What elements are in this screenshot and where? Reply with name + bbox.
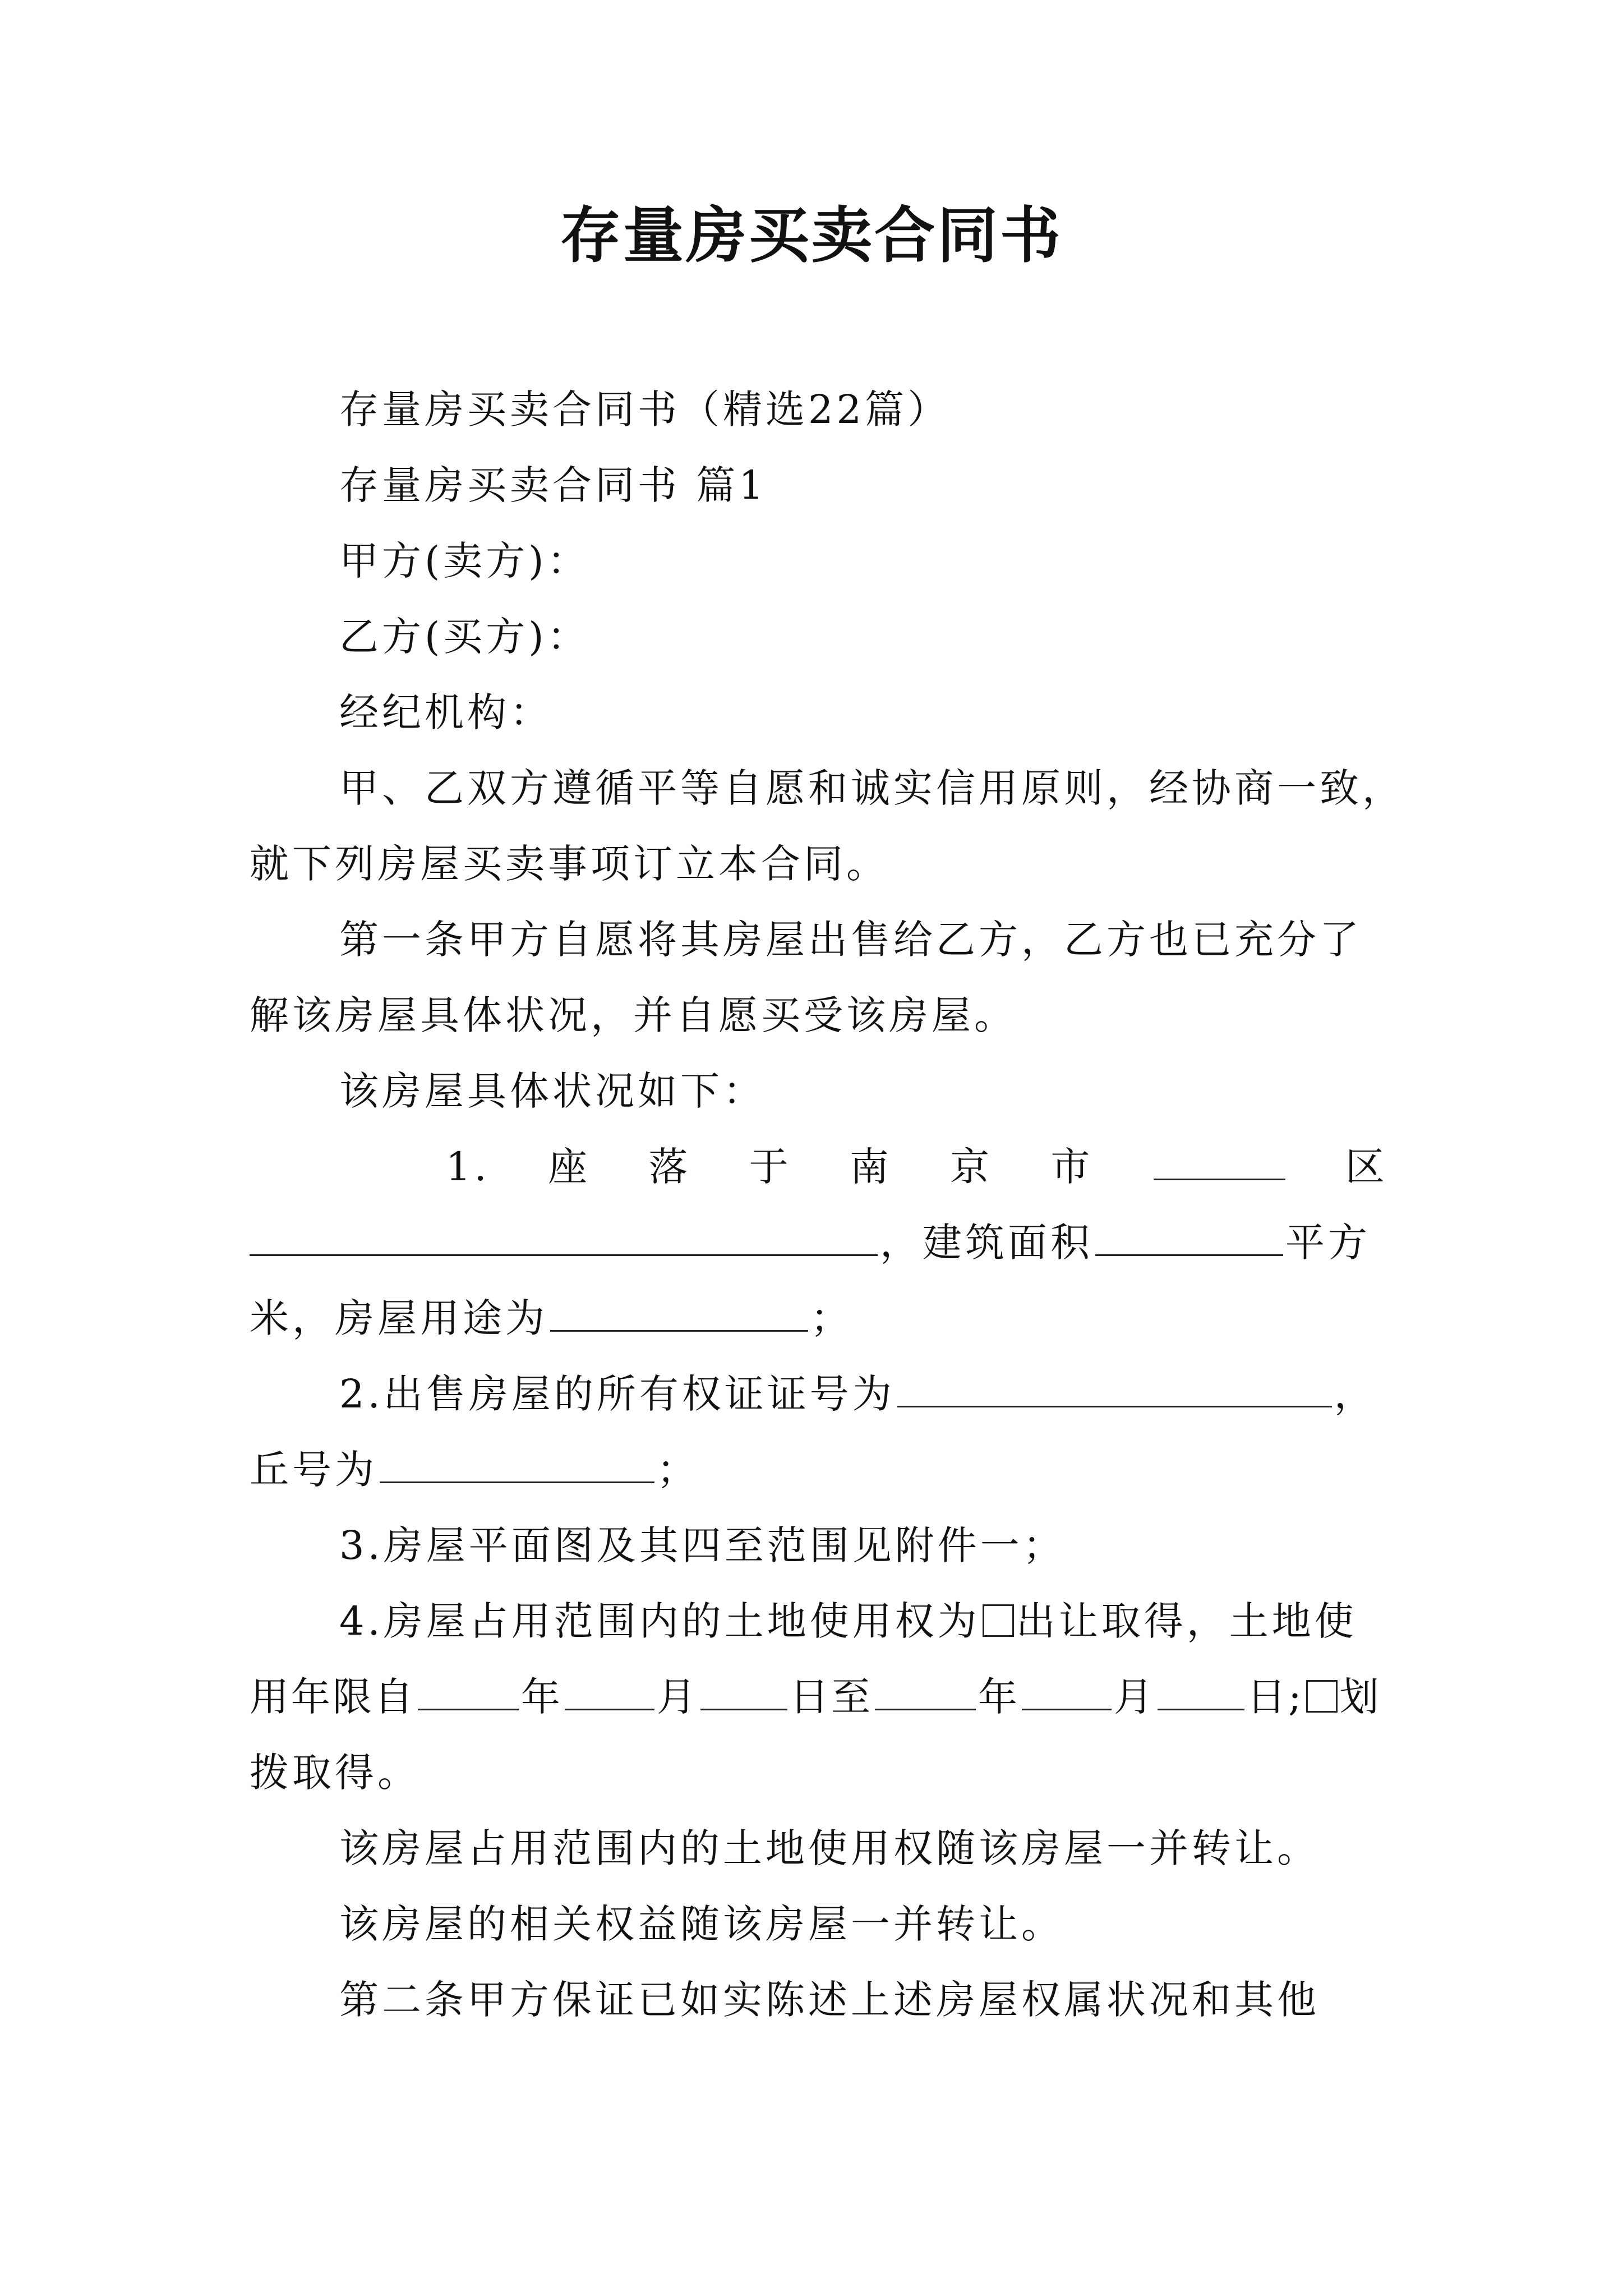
use-blank[interactable] (550, 1296, 808, 1332)
area-blank[interactable] (1095, 1221, 1283, 1256)
item4-line-2 (250, 1669, 1388, 1725)
item1-char: 座 (548, 1144, 591, 1190)
lot-label: 丘号为 (250, 1447, 377, 1493)
item1-line-3 (250, 1290, 1388, 1346)
allot-label: 划 (1339, 1674, 1381, 1720)
start-day-blank[interactable] (700, 1675, 787, 1710)
intro-line-1: 甲、乙双方遵循平等自愿和诚实信用原则，经协商一致， (339, 765, 1405, 811)
day-end-label: 日; (1247, 1674, 1304, 1720)
end-year-blank[interactable] (875, 1675, 976, 1710)
rights-transfer-line: 该房屋的相关权益随该房屋一并转让。 (339, 1901, 1064, 1947)
article2-line: 第二条甲方保证已如实陈述上述房屋权属状况和其他 (339, 1977, 1320, 2023)
area-label: ，建筑面积 (880, 1220, 1093, 1266)
item1-char: 于 (749, 1144, 792, 1190)
year-label: 年 (521, 1674, 562, 1720)
transfer-checkbox[interactable] (983, 1604, 1014, 1637)
item1-line-2 (250, 1214, 1388, 1271)
item4-line-1 (250, 1593, 1478, 1649)
item1-number: 1. (446, 1144, 490, 1190)
lot-number-blank[interactable] (380, 1448, 654, 1483)
item2-line-1 (250, 1366, 1478, 1422)
cert-label: 2.出售房屋的所有权证证号为 (339, 1371, 895, 1417)
transfer-label: 出让取得，土地使 (1016, 1598, 1357, 1644)
article1-line-1: 第一条甲方自愿将其房屋出售给乙方，乙方也已充分了 (339, 917, 1362, 963)
item1-line-1 (446, 1139, 1388, 1195)
use-label: 米，房屋用途为 (250, 1295, 548, 1341)
end-month-blank[interactable] (1022, 1675, 1112, 1710)
item3-line: 3.房屋平面图及其四至范围见附件一； (339, 1522, 1066, 1568)
month-label: 月 (657, 1674, 698, 1720)
party-b-label: 乙方(买方)： (339, 614, 590, 660)
land-use-label: 4.房屋占用范围内的土地使用权为 (339, 1598, 980, 1644)
cert-end: ， (1334, 1371, 1377, 1417)
start-month-blank[interactable] (565, 1675, 654, 1710)
article1-line-2: 解该房屋具体状况，并自愿买受该房屋。 (250, 992, 1017, 1038)
item4-line-3: 拨取得。 (250, 1750, 420, 1796)
party-a-label: 甲方(卖方)： (339, 538, 590, 584)
agency-label: 经纪机构： (339, 689, 552, 735)
address-blank[interactable] (250, 1221, 878, 1256)
item2-line-2 (250, 1442, 1388, 1498)
condition-heading: 该房屋具体状况如下： (339, 1068, 766, 1114)
area-unit: 平方 (1285, 1220, 1371, 1266)
cert-number-blank[interactable] (897, 1372, 1332, 1407)
district-label: 区 (1345, 1144, 1388, 1190)
month-label: 月 (1114, 1674, 1155, 1720)
use-end: ； (810, 1295, 853, 1341)
lot-end: ； (657, 1447, 699, 1493)
year-label: 年 (978, 1674, 1020, 1720)
page-title: 存量房买卖合同书 (560, 200, 1063, 271)
item1-char: 市 (1050, 1144, 1094, 1190)
district-blank[interactable] (1154, 1145, 1285, 1180)
item1-char: 南 (849, 1144, 892, 1190)
end-day-blank[interactable] (1158, 1675, 1244, 1710)
allot-checkbox[interactable] (1306, 1680, 1338, 1713)
day-to-label: 日至 (790, 1674, 873, 1720)
subtitle: 存量房买卖合同书（精选22篇） (339, 386, 951, 432)
term-label: 用年限自 (250, 1674, 416, 1720)
item1-char: 京 (950, 1144, 993, 1190)
item1-char: 落 (648, 1144, 691, 1190)
intro-line-2: 就下列房屋买卖事项订立本合同。 (250, 841, 889, 887)
start-year-blank[interactable] (418, 1675, 519, 1710)
land-transfer-line: 该房屋占用范围内的土地使用权随该房屋一并转让。 (339, 1825, 1320, 1871)
section-heading: 存量房买卖合同书 篇1 (339, 462, 767, 508)
